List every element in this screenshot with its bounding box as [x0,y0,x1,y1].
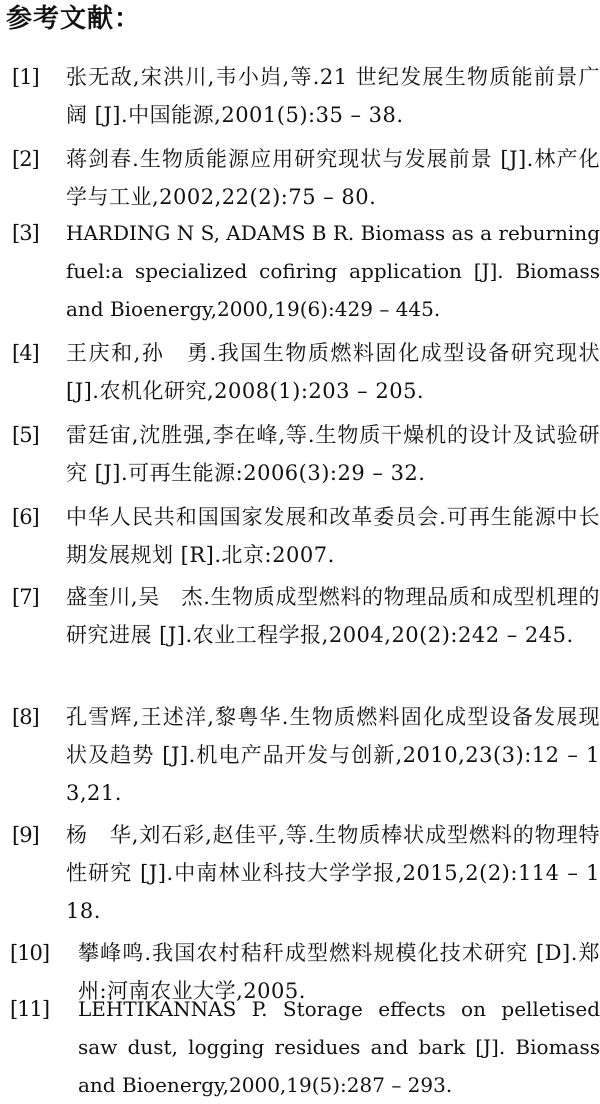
references-heading: 参考文献： [6,4,142,34]
reference-number: [11] [10,997,50,1021]
reference-text: 攀峰鸣.我国农村秸秆成型燃料规模化技术研究 [D].郑州:河南农业大学,2005. [78,941,600,1003]
reference-number: [5] [12,423,39,447]
reference-number: [2] [12,147,39,171]
reference-text: 张无敌,宋洪川,韦小岿,等.21 世纪发展生物质能前景广阔 [J].中国能源,2001(5):35 – 38. [66,65,600,127]
reference-number: [7] [12,585,39,609]
reference-number: [10] [10,941,50,965]
reference-number: [6] [12,505,39,529]
reference-text: 王庆和,孙 勇.我国生物质燃料固化成型设备研究现状 [J].农机化研究,2008(1):203 – 205. [66,341,600,403]
reference-text: LEHTIKANNAS P. Storage effects on pelletised saw dust, logging residues and bark [J]. Biomass and Bioenergy,2000,19(5):287 – 293. [78,997,600,1097]
reference-text: HARDING N S, ADAMS B R. Biomass as a reburning fuel:a specialized cofiring application [J]. Biomass and Bioenergy,2000,19(6):429 – 445. [66,221,600,321]
reference-number: [4] [12,341,39,365]
reference-number: [8] [12,705,39,729]
reference-number: [3] [12,221,39,245]
reference-text: 孔雪辉,王述洋,黎粤华.生物质燃料固化成型设备发展现状及趋势 [J].机电产品开发与创新,2010,23(3):12 – 13,21. [66,705,600,805]
reference-number: [9] [12,823,39,847]
reference-text: 中华人民共和国国家发展和改革委员会.可再生能源中长期发展规划 [R].北京:2007. [66,505,600,567]
reference-number: [1] [12,65,39,89]
reference-text: 雷廷宙,沈胜强,李在峰,等.生物质干燥机的设计及试验研究 [J].可再生能源:2006(3):29 – 32. [66,423,600,485]
reference-text: 盛奎川,吴 杰.生物质成型燃料的物理品质和成型机理的研究进展 [J].农业工程学报,2004,20(2):242 – 245. [66,585,600,647]
reference-text: 杨 华,刘石彩,赵佳平,等.生物质棒状成型燃料的物理特性研究 [J].中南林业科技大学学报,2015,2(2):114 – 118. [66,823,600,923]
reference-text: 蒋剑春.生物质能源应用研究现状与发展前景 [J].林产化学与工业,2002,22(2):75 – 80. [66,147,600,209]
